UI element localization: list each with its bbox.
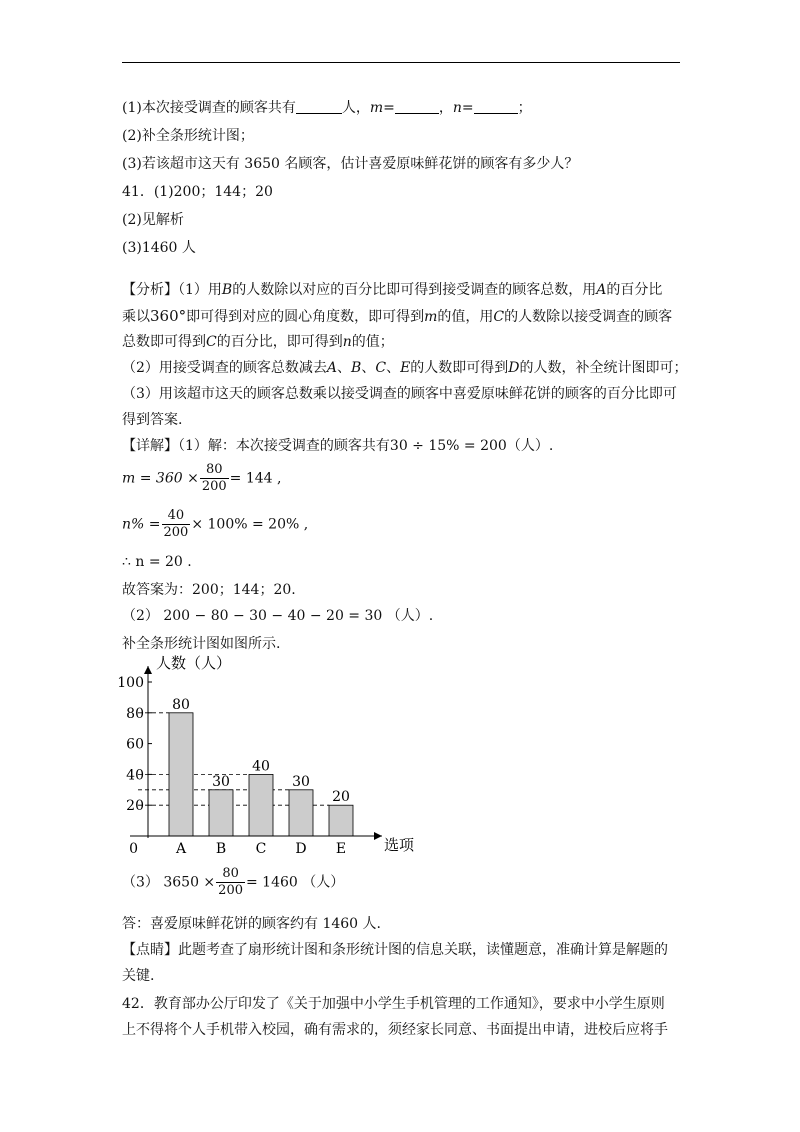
blank-m	[395, 99, 439, 114]
chart-caption: 补全条形统计图如图所示.	[122, 636, 281, 652]
comment-line-2: 关键.	[122, 968, 155, 984]
header-rule	[122, 62, 680, 63]
y-tick-label-80: 80	[126, 705, 144, 722]
bar-value-label-D: 30	[292, 773, 310, 790]
y-axis-arrow	[144, 666, 152, 674]
analysis-line-4: （2）用接受调查的顾客总数减去A、B、C、E的人数即可得到D的人数，补全统计图即可；	[122, 360, 688, 376]
detail-part-2: （2） 200 − 80 − 30 − 40 − 20 = 30 （人）.	[122, 608, 434, 624]
answer-3: (3)1460 人	[122, 240, 196, 256]
blank-total	[296, 99, 342, 114]
question-42-line-2: 上不得将个人手机带入校园，确有需求的，须经家长同意、书面提出申请，进校后应将手	[122, 1022, 668, 1038]
x-tick-label-C: C	[255, 841, 267, 857]
formula-n: n% = $\frac{40}{200}$ × 100% = 20% ,	[122, 508, 309, 540]
bar-D	[289, 790, 313, 836]
bar-value-label-C: 40	[252, 758, 270, 775]
x-axis-arrow	[374, 832, 382, 840]
y-tick-label-100: 100	[117, 675, 144, 691]
detail-answer: 故答案为：200；144；20.	[122, 582, 296, 598]
question-1: (1)本次接受调查的顾客共有 人，m= ，n= ；	[122, 100, 532, 116]
bar-value-label-B: 30	[212, 773, 230, 790]
x-tick-label-A: A	[175, 841, 187, 857]
x-axis-title: 选项	[384, 836, 415, 854]
x-tick-label-D: D	[295, 841, 307, 857]
bar-C	[249, 774, 273, 836]
y-tick-label-40: 40	[126, 767, 144, 784]
y-tick-label-60: 60	[126, 736, 144, 753]
analysis-line-6: 得到答案.	[122, 412, 183, 428]
y-tick-label-0: 0	[129, 841, 138, 857]
answer-2: (2)见解析	[122, 212, 184, 228]
y-axis-title: 人数（人）	[156, 654, 232, 672]
blank-n	[474, 99, 518, 114]
answer-1: 41．(1)200；144；20	[122, 184, 273, 200]
y-tick-label-20: 20	[126, 798, 144, 815]
x-tick-label-B: B	[215, 841, 227, 857]
bar-value-label-E: 20	[332, 789, 350, 806]
x-tick-label-E: E	[335, 841, 347, 857]
bar-A	[169, 713, 193, 836]
question-2: (2)补全条形统计图；	[122, 128, 254, 144]
question-42-line-1: 42．教育部办公厅印发了《关于加强中小学生手机管理的工作通知》，要求中小学生原则	[122, 996, 665, 1012]
analysis-line-5: （3）用该超市这天的顾客总数乘以接受调查的顾客中喜爱原味鲜花饼的顾客的百分比即可	[122, 386, 677, 402]
bar-chart	[110, 652, 440, 862]
final-answer: 答：喜爱原味鲜花饼的顾客约有 1460 人.	[122, 916, 381, 932]
bar-value-label-A: 80	[172, 696, 190, 713]
formula-m: m = 360 × $\frac{80}{200}$ = 144 ,	[122, 462, 282, 494]
analysis-line-3: 总数即可得到C的百分比，即可得到n的值；	[122, 334, 394, 350]
bar-E	[329, 805, 353, 836]
analysis-line-1: 【分析】（1）用B的人数除以对应的百分比即可得到接受调查的顾客总数，用A的百分比	[122, 282, 663, 298]
bar-B	[209, 790, 233, 836]
analysis-line-2: 乘以360°即可得到对应的圆心角度数，即可得到m的值，用C的人数除以接受调查的顾客	[122, 307, 673, 325]
therefore-line: ∴ n = 20 .	[122, 554, 192, 570]
detail-line-1: 【详解】（1）解：本次接受调查的顾客共有30 ÷ 15% = 200（人）.	[122, 438, 554, 454]
comment-line-1: 【点睛】此题考查了扇形统计图和条形统计图的信息关联，读懂题意，准确计算是解题的	[122, 942, 668, 958]
question-3: (3)若该超市这天有 3650 名顾客，估计喜爱原味鲜花饼的顾客有多少人？	[122, 156, 579, 172]
formula-part-3: （3） 3650 × $\frac{80}{200}$ = 1460 （人）	[122, 866, 345, 898]
